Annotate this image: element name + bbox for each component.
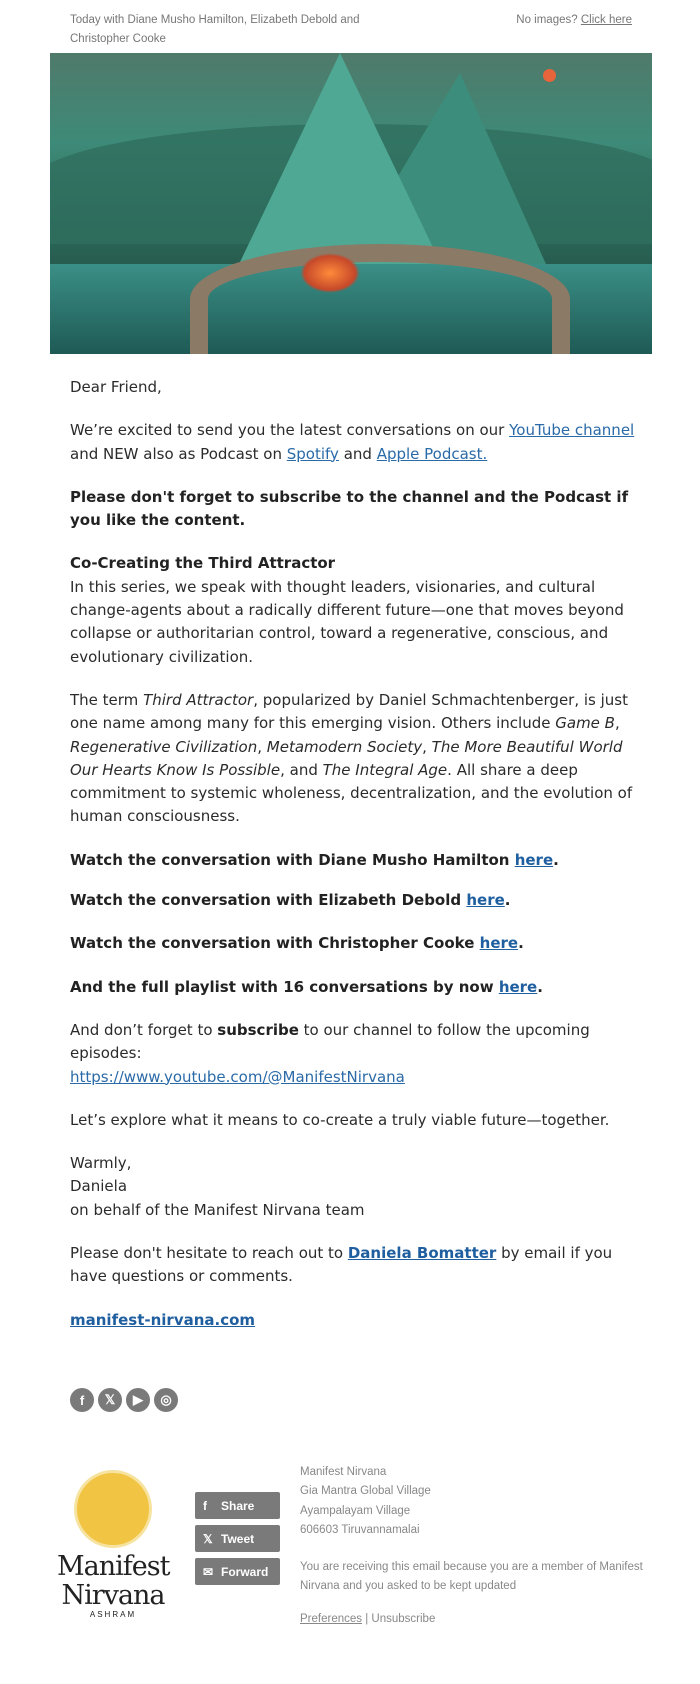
playlist: And the full playlist with 16 conversations by now here. <box>70 977 543 996</box>
social-links <box>70 1388 178 1412</box>
share-button[interactable]: f Share <box>195 1492 280 1519</box>
hero-image <box>50 53 652 354</box>
intro-paragraph: We’re excited to send you the latest conversations on our YouTube channel and NEW also as Podcast on Spotify and Apple Podcast. <box>70 421 635 463</box>
watch-christopher: Watch the conversation with Christopher Cooke here. <box>70 934 524 953</box>
youtube-icon[interactable]: ▶ <box>126 1388 150 1412</box>
forward-button[interactable]: ✉ Forward <box>195 1558 280 1585</box>
sun-shape <box>543 69 556 82</box>
no-images-label: No images? <box>516 14 578 26</box>
channel-url-link[interactable]: https://www.youtube.com/@ManifestNirvana <box>70 1067 405 1086</box>
sun-logo-icon <box>74 1470 152 1548</box>
apple-podcast-link[interactable]: Apple Podcast. <box>376 444 488 463</box>
share-buttons <box>195 1492 280 1591</box>
manifest-nirvana-logo: Manifest Nirvana ASHRAM <box>57 1470 169 1619</box>
greeting: Dear Friend, <box>70 378 162 396</box>
subscribe-note: Please don't forget to subscribe to the channel and the Podcast if you like the content. <box>70 487 629 530</box>
facebook-icon[interactable]: f <box>70 1388 94 1412</box>
signoff: Warmly, Daniela on behalf of the Manifest Nirvana team <box>70 1154 365 1219</box>
watch-christopher-link[interactable]: here <box>479 934 519 953</box>
website-link[interactable]: manifest-nirvana.com <box>70 1310 256 1329</box>
facebook-icon: f <box>203 1498 207 1513</box>
contact-paragraph: Please don't hesitate to reach out to Daniela Bomatter by email if you have questions or comments. <box>70 1244 613 1286</box>
click-here-link[interactable]: Click here <box>580 14 632 26</box>
series-paragraph: Co-Creating the Third Attractor In this series, we speak with thought leaders, visionaries, and cultural change-agents about a radically different future—one that moves beyond collapse or authoritarian control, toward a regenerative, conscious, and evolutionary civilization. <box>70 554 624 666</box>
tweet-button[interactable]: 𝕏 Tweet <box>195 1525 280 1552</box>
footer-reason: You are receiving this email because you are a member of Manifest Nirvana and you asked to be kept updated <box>300 1560 643 1593</box>
explore-text: Let’s explore what it means to co-create a truly viable future—together. <box>70 1110 610 1129</box>
channel-paragraph: And don’t forget to subscribe to our channel to follow the upcoming episodes: https://www.youtube.com/@ManifestNirvana <box>70 1020 590 1086</box>
no-images-notice <box>516 11 632 30</box>
footer-address: Manifest Nirvana Gia Mantra Global Village Ayampalayam Village 606603 Tiruvannamalai You are receiving this email because you are a member of Manifest Nirvana and you asked to be kept updated Preferences | Unsubscribe <box>300 1463 660 1630</box>
watch-elizabeth-link[interactable]: here <box>466 891 505 910</box>
watch-elizabeth: Watch the conversation with Elizabeth Debold here. <box>70 891 511 910</box>
email-body <box>70 376 640 1352</box>
youtube-link[interactable]: YouTube channel <box>509 421 635 440</box>
series-title: Co-Creating the Third Attractor <box>70 554 336 573</box>
contact-email-link[interactable]: Daniela Bomatter <box>347 1244 497 1263</box>
preferences-link[interactable]: Preferences <box>300 1613 363 1626</box>
unsubscribe-link[interactable]: Unsubscribe <box>371 1613 436 1626</box>
envelope-icon: ✉ <box>203 1564 214 1579</box>
preheader-text: Today with Diane Musho Hamilton, Elizabeth Debold and Christopher Cooke <box>70 14 360 45</box>
spotify-link[interactable]: Spotify <box>286 444 339 463</box>
watch-diane: Watch the conversation with Diane Musho Hamilton here. <box>70 850 559 869</box>
instagram-icon[interactable]: ◎ <box>154 1388 178 1412</box>
watch-diane-link[interactable]: here <box>514 850 554 869</box>
term-paragraph: The term Third Attractor, popularized by Daniel Schmachtenberger, is just one name among many for this emerging vision. Others include Game B, Regenerative Civilization, Metamodern Society, The More Beautiful World Our Hearts Know Is Possible, and The Integral Age. All share a deep commitment to systemic wholeness, decentralization, and the evolution of human consciousness. <box>70 690 633 826</box>
x-icon[interactable]: 𝕏 <box>98 1388 122 1412</box>
x-icon: 𝕏 <box>203 1531 213 1546</box>
playlist-link[interactable]: here <box>498 977 538 996</box>
